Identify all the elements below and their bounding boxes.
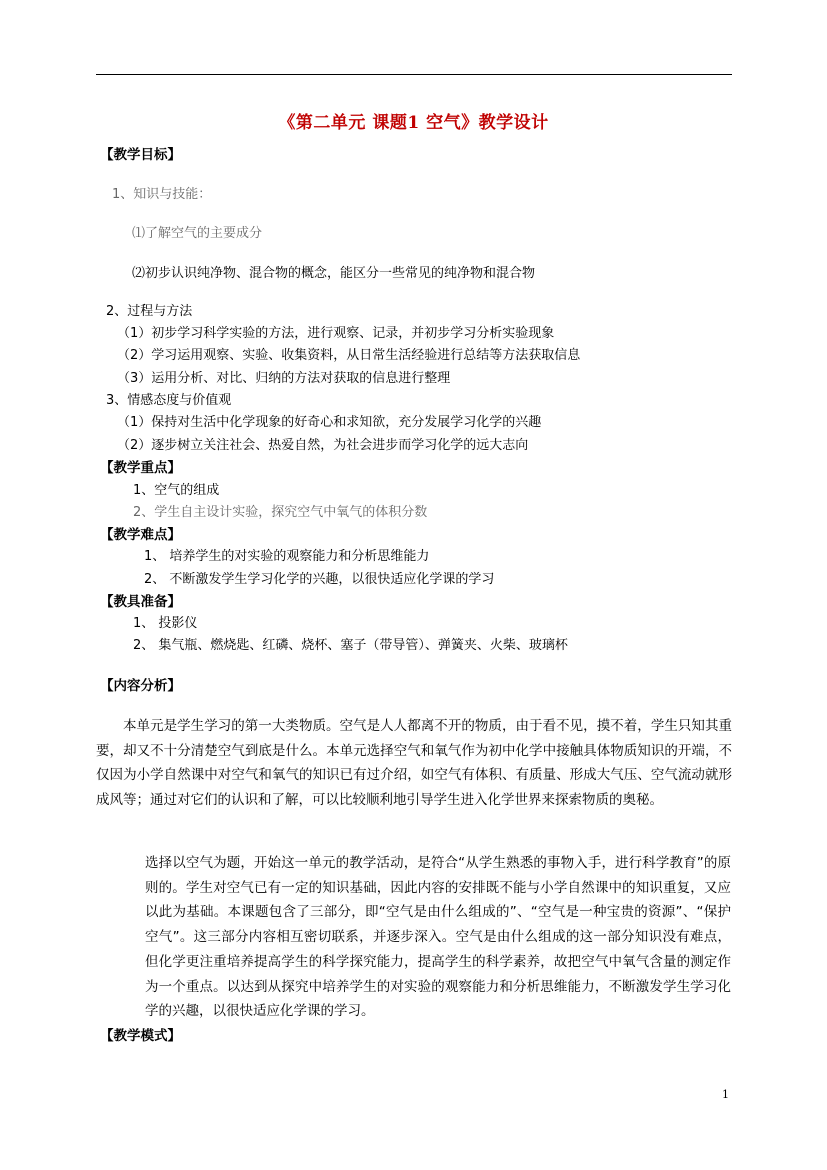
- prep-item-2: 2、 集气瓶、燃烧匙、红磷、烧杯、塞子（带导管）、弹簧夹、火柴、玻璃杯: [133, 638, 568, 653]
- key-heading: 【教学重点】: [100, 460, 181, 476]
- obj1-item-1: ⑴了解空气的主要成分: [132, 226, 263, 241]
- analysis-heading: 【内容分析】: [100, 678, 181, 694]
- obj2-heading: 2、过程与方法: [106, 304, 193, 319]
- obj2-item-2: （2）学习运用观察、实验、收集资料，从日常生活经验进行总结等方法获取信息: [117, 348, 581, 363]
- obj2-item-3: （3）运用分析、对比、归纳的方法对获取的信息进行整理: [117, 371, 451, 386]
- obj3-item-2: （2）逐步树立关注社会、热爱自然，为社会进步而学习化学的远大志向: [117, 438, 529, 453]
- difficulty-item-2: 2、 不断激发学生学习化学的兴趣，以很快适应化学课的学习: [144, 572, 495, 587]
- page-number: 1: [722, 1088, 729, 1101]
- prep-item-1: 1、 投影仪: [133, 616, 198, 631]
- difficulty-item-1: 1、 培养学生的对实验的观察能力和分析思维能力: [144, 549, 430, 564]
- key-item-2: 2、学生自主设计实验，探究空气中氧气的体积分数: [133, 505, 428, 520]
- objectives-heading: 【教学目标】: [100, 147, 181, 163]
- obj3-item-1: （1）保持对生活中化学现象的好奇心和求知欲，充分发展学习化学的兴趣: [117, 415, 542, 430]
- prep-heading: 【教具准备】: [100, 594, 181, 610]
- analysis-paragraph-2: 选择以空气为题，开始这一单元的教学活动，是符合“从学生熟悉的事物入手，进行科学教育”的原则的。学生对空气已有一定的知识基础，因此内容的安排既不能与小学自然课中的知识重复，又应以此为基础。本课题包含了三部分，即“空气是由什么组成的”、“空气是一种宝贵的资源”、“保护空气”。这三部分内容相互密切联系，并逐步深入。空气是由什么组成的这一部分知识没有难点，但化学更注重培养提高学生的科学探究能力，提高学生的科学素养，故把空气中氧气含量的测定作为一个重点。以达到从探究中培养学生的对实验的观察能力和分析思维能力，不断激发学生学习化学的兴趣，以很快适应化学课的学习。: [145, 855, 731, 1020]
- obj1-item-2: ⑵初步认识纯净物、混合物的概念，能区分一些常见的纯净物和混合物: [132, 266, 536, 281]
- obj3-heading: 3、情感态度与价值观: [106, 393, 232, 408]
- obj2-item-1: （1）初步学习科学实验的方法，进行观察、记录，并初步学习分析实验现象: [117, 326, 555, 341]
- difficulty-heading: 【教学难点】: [100, 527, 181, 543]
- analysis-paragraph-1: 本单元是学生学习的第一大类物质。空气是人人都离不开的物质，由于看不见，摸不着，学生只知其重要，却又不十分清楚空气到底是什么。本单元选择空气和氧气作为初中化学中接触具体物质知识的开端，不仅因为小学自然课中对空气和氧气的知识已有过介绍，如空气有体积、有质量、形成大气压、空气流动就形成风等；通过对它们的认识和了解，可以比较顺利地引导学生进入化学世界来探索物质的奥秘。: [96, 718, 732, 809]
- mode-heading: 【教学模式】: [100, 1028, 181, 1044]
- obj1-heading: 1、知识与技能：: [112, 187, 212, 202]
- header-rule: [96, 74, 732, 75]
- document-title: 《第二单元 课题1 空气》教学设计: [278, 113, 549, 133]
- key-item-1: 1、空气的组成: [133, 483, 220, 498]
